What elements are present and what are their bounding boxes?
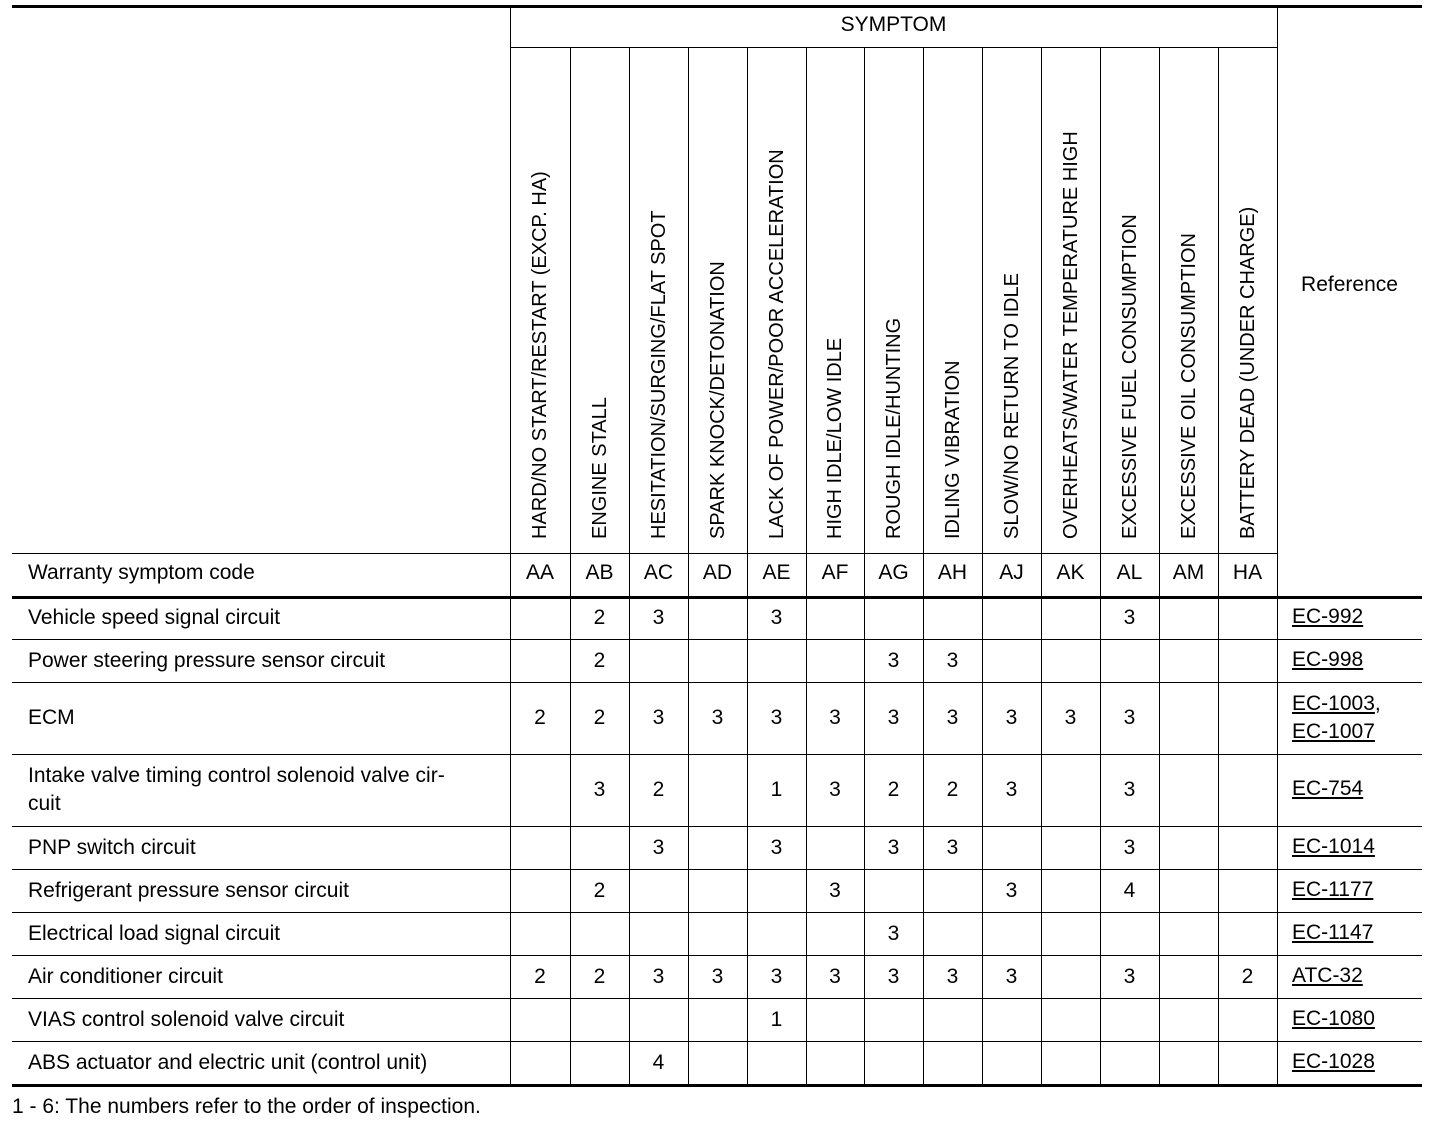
warranty-code-cell: AH bbox=[937, 561, 968, 584]
inspection-order-cell: 3 bbox=[887, 706, 900, 729]
inspection-order-cell: 3 bbox=[1005, 878, 1018, 902]
inspection-order-cell: 3 bbox=[829, 964, 841, 988]
row-label: PNP switch circuit bbox=[28, 835, 196, 859]
inspection-order-cell: 2 bbox=[593, 706, 606, 729]
inspection-order-cell: 4 bbox=[652, 1050, 665, 1074]
row-label: Air conditioner circuit bbox=[28, 964, 223, 988]
warranty-code-row-label: Warranty symptom code bbox=[28, 561, 255, 584]
symptom-column-label: BATTERY DEAD (UNDER CHARGE) bbox=[1236, 206, 1259, 539]
bottom-rule bbox=[12, 1084, 1422, 1087]
inspection-order-cell: 2 bbox=[652, 778, 665, 801]
inspection-order-cell: 3 bbox=[887, 964, 900, 988]
row-divider bbox=[12, 1041, 1422, 1042]
reference-link[interactable]: EC-1028 bbox=[1292, 1049, 1375, 1073]
column-divider bbox=[1277, 5, 1278, 1084]
inspection-order-cell: 3 bbox=[946, 706, 959, 729]
warranty-code-cell: AK bbox=[1056, 561, 1085, 584]
symptom-column-label: SLOW/NO RETURN TO IDLE bbox=[1000, 273, 1023, 539]
inspection-order-cell: 3 bbox=[829, 706, 841, 729]
top-rule bbox=[12, 5, 1422, 8]
symptom-matrix-table bbox=[12, 5, 1422, 1090]
row-label: ECM bbox=[28, 706, 75, 729]
column-divider bbox=[510, 5, 511, 1084]
code-row-top-rule bbox=[12, 553, 1277, 554]
inspection-order-cell: 3 bbox=[593, 778, 606, 801]
reference-link[interactable]: EC-992 bbox=[1292, 604, 1364, 628]
inspection-order-cell: 3 bbox=[1123, 605, 1136, 629]
footnote: 1 - 6: The numbers refer to the order of inspection. bbox=[12, 1095, 481, 1118]
warranty-code-cell: AL bbox=[1116, 561, 1143, 584]
inspection-order-cell: 2 bbox=[593, 648, 606, 672]
symptom-column-label: LACK OF POWER/POOR ACCELERATION bbox=[765, 149, 788, 539]
inspection-order-cell: 3 bbox=[946, 835, 959, 859]
reference-link[interactable]: EC-1007 bbox=[1292, 720, 1375, 743]
symptom-rule bbox=[510, 47, 1277, 48]
row-label: Power steering pressure sensor circuit bbox=[28, 648, 386, 672]
inspection-order-cell: 3 bbox=[770, 964, 783, 988]
inspection-order-cell: 2 bbox=[946, 778, 959, 801]
warranty-code-cell: AE bbox=[762, 561, 791, 584]
row-divider bbox=[12, 912, 1422, 913]
row-divider bbox=[12, 826, 1422, 827]
row-divider bbox=[12, 998, 1422, 999]
inspection-order-cell: 3 bbox=[711, 964, 724, 988]
warranty-code-cell: AM bbox=[1172, 561, 1205, 584]
row-label: Refrigerant pressure sensor circuit bbox=[28, 878, 349, 902]
reference-link[interactable]: EC-1080 bbox=[1292, 1006, 1375, 1030]
inspection-order-cell: 3 bbox=[1123, 706, 1136, 729]
inspection-order-cell: 3 bbox=[652, 835, 665, 859]
inspection-order-cell: 2 bbox=[593, 964, 606, 988]
inspection-order-cell: 3 bbox=[1005, 778, 1018, 801]
inspection-order-cell: 3 bbox=[770, 605, 783, 629]
warranty-code-cell: AA bbox=[525, 561, 554, 584]
reference-link[interactable]: EC-1014 bbox=[1292, 834, 1375, 858]
reference-link[interactable]: EC-998 bbox=[1292, 647, 1364, 671]
inspection-order-cell: 2 bbox=[593, 878, 606, 902]
reference-link[interactable]: EC-1147 bbox=[1292, 920, 1374, 944]
inspection-order-cell: 2 bbox=[534, 964, 546, 988]
warranty-code-cell: AJ bbox=[999, 561, 1024, 584]
reference-header: Reference bbox=[1301, 273, 1398, 296]
symptom-column-label: EXCESSIVE OIL CONSUMPTION bbox=[1177, 233, 1200, 539]
inspection-order-cell: 2 bbox=[534, 706, 546, 729]
inspection-order-cell: 3 bbox=[770, 706, 783, 729]
inspection-order-cell: 3 bbox=[887, 921, 900, 945]
inspection-order-cell: 3 bbox=[946, 648, 959, 672]
warranty-code-cell: AC bbox=[643, 561, 674, 584]
inspection-order-cell: 3 bbox=[887, 835, 900, 859]
inspection-order-cell: 2 bbox=[887, 778, 900, 801]
inspection-order-cell: 3 bbox=[946, 964, 959, 988]
reference-link[interactable]: EC-1177 bbox=[1292, 877, 1374, 901]
row-label: Electrical load signal circuit bbox=[28, 921, 281, 945]
row-label: Intake valve timing control solenoid valve cir- bbox=[28, 764, 445, 787]
warranty-code-cell: AG bbox=[878, 561, 909, 584]
row-divider bbox=[12, 754, 1422, 755]
inspection-order-cell: 3 bbox=[770, 835, 783, 859]
inspection-order-cell: 3 bbox=[652, 605, 665, 629]
row-label: Vehicle speed signal circuit bbox=[28, 605, 281, 629]
inspection-order-cell: 3 bbox=[711, 706, 724, 729]
warranty-code-cell: AD bbox=[702, 561, 733, 584]
row-divider bbox=[12, 682, 1422, 683]
symptom-column-label: SPARK KNOCK/DETONATION bbox=[706, 261, 729, 539]
inspection-order-cell: 3 bbox=[1005, 706, 1018, 729]
inspection-order-cell: 1 bbox=[770, 778, 783, 801]
symptom-column-label: IDLING VIBRATION bbox=[941, 360, 964, 539]
warranty-code-cell: AB bbox=[585, 561, 614, 584]
reference-link[interactable]: EC-1003, bbox=[1292, 692, 1381, 715]
inspection-order-cell: 3 bbox=[1123, 835, 1136, 859]
inspection-order-cell: 3 bbox=[1064, 706, 1077, 729]
warranty-code-cell: HA bbox=[1232, 561, 1263, 584]
symptom-column-label: HIGH IDLE/LOW IDLE bbox=[824, 337, 846, 539]
row-label: cuit bbox=[28, 792, 61, 815]
warranty-code-cell: AF bbox=[821, 561, 849, 584]
inspection-order-cell: 1 bbox=[770, 1007, 783, 1031]
inspection-order-cell: 3 bbox=[1005, 964, 1018, 988]
inspection-order-cell: 3 bbox=[829, 878, 841, 902]
inspection-order-cell: 2 bbox=[593, 605, 606, 629]
symptom-column-label: HESITATION/SURGING/FLAT SPOT bbox=[647, 210, 670, 539]
inspection-order-cell: 3 bbox=[887, 648, 900, 672]
inspection-order-cell: 2 bbox=[1241, 964, 1254, 988]
reference-link[interactable]: ATC-32 bbox=[1292, 963, 1363, 987]
symptom-column-label: HARD/NO START/RESTART (EXCP. HA) bbox=[529, 171, 551, 539]
inspection-order-cell: 3 bbox=[652, 964, 665, 988]
inspection-order-cell: 3 bbox=[1123, 964, 1136, 988]
inspection-order-cell: 3 bbox=[1123, 778, 1136, 801]
row-divider bbox=[12, 639, 1422, 640]
reference-link[interactable]: EC-754 bbox=[1292, 777, 1364, 800]
inspection-order-cell: 3 bbox=[652, 706, 665, 729]
symptom-column-label: ROUGH IDLE/HUNTING bbox=[882, 317, 905, 539]
row-label: ABS actuator and electric unit (control unit) bbox=[28, 1050, 428, 1074]
code-row-bottom-rule bbox=[12, 596, 1422, 599]
row-divider bbox=[12, 955, 1422, 956]
symptom-header: SYMPTOM bbox=[840, 13, 947, 36]
inspection-order-cell: 3 bbox=[829, 778, 841, 801]
row-divider bbox=[12, 869, 1422, 870]
inspection-order-cell: 4 bbox=[1123, 878, 1136, 902]
row-label: VIAS control solenoid valve circuit bbox=[28, 1007, 345, 1031]
symptom-column-label: OVERHEATS/WATER TEMPERATURE HIGH bbox=[1059, 131, 1082, 539]
symptom-column-label: EXCESSIVE FUEL CONSUMPTION bbox=[1118, 214, 1141, 539]
symptom-column-label: ENGINE STALL bbox=[588, 397, 611, 539]
